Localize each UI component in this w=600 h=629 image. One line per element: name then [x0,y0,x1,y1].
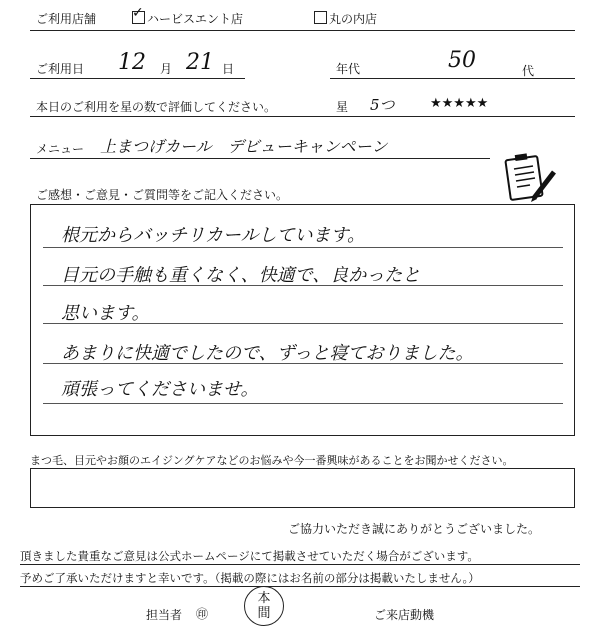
divider [30,78,245,79]
feedback-line: あまりに快適でしたので、ずっと寝ておりました。 [61,343,474,364]
visit-label: ご来店動機 [374,608,435,622]
date-day-value: 21 [186,50,214,75]
age-unit: 代 [522,64,535,78]
divider [30,116,575,117]
seal-mark-icon: ㊞ [196,607,209,621]
store-option-marunouchi[interactable] [314,10,377,27]
feedback-line: 頑張ってくださいませ。 [61,379,259,400]
ruled-line [43,403,563,404]
date-month-value: 12 [118,50,146,75]
divider [30,158,490,159]
rating-value-text: 5つ [370,96,395,114]
date-month-unit: 月 [160,62,173,76]
notice-line-2: 予めご了承いただけますと幸いです。（掲載の際にはお名前の部分は掲載いたしません。） [20,571,480,585]
feedback-box[interactable] [30,204,575,436]
divider [20,564,580,565]
staff-stamp [244,586,284,626]
check-mark-icon: ✓ [132,5,144,21]
staff-stamp-text: 本 間 [257,591,271,621]
staff-label: 担当者 [146,608,183,622]
menu-value: 上まつげカール デビューキャンペーン [100,137,388,156]
store-checkbox-marunouchi[interactable] [314,11,327,24]
clipboard-pencil-icon [500,152,560,210]
rating-label: 星 [336,100,349,114]
ruled-line [43,285,563,286]
feedback-line: 目元の手触も重くなく、快適で、良かったと [61,265,421,286]
store-checkbox-herbis[interactable] [132,5,145,24]
store-option-herbis-label: ハービスエント店 [147,12,244,26]
feedback-line: 根元からバッチリカールしています。 [61,225,366,246]
store-option-herbis[interactable] [132,5,244,27]
date-label: ご利用日 [36,62,85,76]
divider [30,30,575,31]
date-day-unit: 日 [222,62,235,76]
question-label: まつ毛、目元やお顔のエイジングケアなどのお悩みや今一番興味があることをお聞かせください。 [30,454,514,467]
rating-stars: ★★★★★ [430,96,489,111]
age-value: 50 [448,48,476,73]
question-answer-box[interactable] [30,468,575,508]
menu-label: メニュー [36,142,85,156]
divider [330,78,575,79]
age-label: 年代 [336,62,361,76]
ruled-line [43,247,563,248]
divider [20,586,580,587]
thanks-text: ご協力いただき誠にありがとうございました。 [288,522,541,536]
notice-line-1: 頂きました貴重なご意見は公式ホームページにて掲載させていただく場合がございます。 [20,549,479,563]
feedback-line: 思います。 [61,303,150,324]
rating-prompt: 本日のご利用を星の数で評価してください。 [36,100,277,114]
store-option-marunouchi-label: 丸の内店 [329,12,378,26]
ruled-line [43,323,563,324]
feedback-label: ご感想・ご意見・ご質問等をご記入ください。 [36,188,289,202]
ruled-line [43,363,563,364]
store-label: ご利用店舗 [36,12,97,26]
